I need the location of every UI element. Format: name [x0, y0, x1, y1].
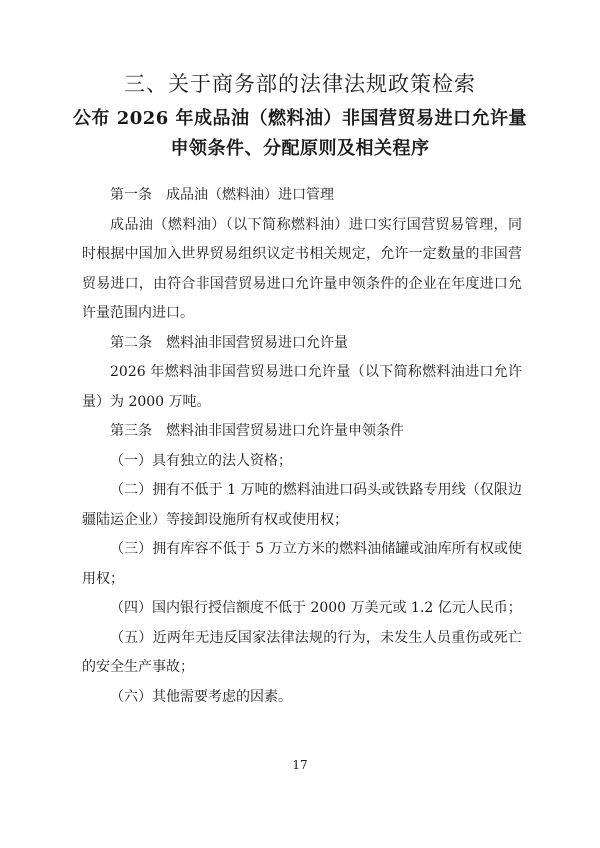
- article-3-item: （六）其他需要考虑的因素。: [110, 688, 292, 705]
- article-2-number: 第二条: [110, 334, 152, 351]
- article-1-number: 第一条: [110, 187, 152, 203]
- article-1-heading: [82, 181, 522, 211]
- article-1-body: 成品油（燃料油）（以下简称燃料油）进口实行国营贸易管理，同时根据中国加入世界贸易组织议定书相关规定，允许一定数量的非国营贸易进口，由符合非国营贸易进口允许量申领条件的企业在年度进口允许量范围内进口。: [82, 216, 522, 321]
- article-2-body: 2026 年燃料油非国营贸易进口允许量（以下简称燃料油进口允许量）为 2000 万吨。: [82, 364, 522, 410]
- article-3-title: 燃料油非国营贸易进口允许量申领条件: [166, 423, 404, 439]
- article-3-item: （四）国内银行授信额度不低于 2000 万美元或 1.2 亿元人民币；: [110, 600, 522, 616]
- document-body: [82, 181, 522, 712]
- document-title-line-1: 公布 2026 年成品油（燃料油）非国营贸易进口允许量: [72, 108, 528, 129]
- article-3-heading: [82, 417, 522, 447]
- article-1-title: 成品油（燃料油）进口管理: [166, 187, 334, 203]
- article-2-title: 燃料油非国营贸易进口允许量: [166, 334, 348, 351]
- document-title-line-2: 申领条件、分配原则及相关程序: [170, 138, 430, 159]
- article-3-number: 第三条: [110, 423, 152, 439]
- article-3-item: （五）近两年无违反国家法律法规的行为，未发生人员重伤或死亡的安全生产事故；: [82, 629, 522, 675]
- article-3-item: （一）具有独立的法人资格；: [110, 452, 292, 469]
- page-number: 17: [292, 758, 308, 772]
- article-3-item: （三）拥有库容不低于 5 万立方米的燃料油储罐或油库所有权或使用权；: [82, 541, 522, 587]
- article-2-heading: [82, 329, 522, 359]
- section-heading: 三、关于商务部的法律法规政策检索: [124, 72, 476, 96]
- article-3-item: （二）拥有不低于 1 万吨的燃料油进口码头或铁路专用线（仅限边疆陆运企业）等接卸设施所有权或使用权；: [82, 482, 522, 528]
